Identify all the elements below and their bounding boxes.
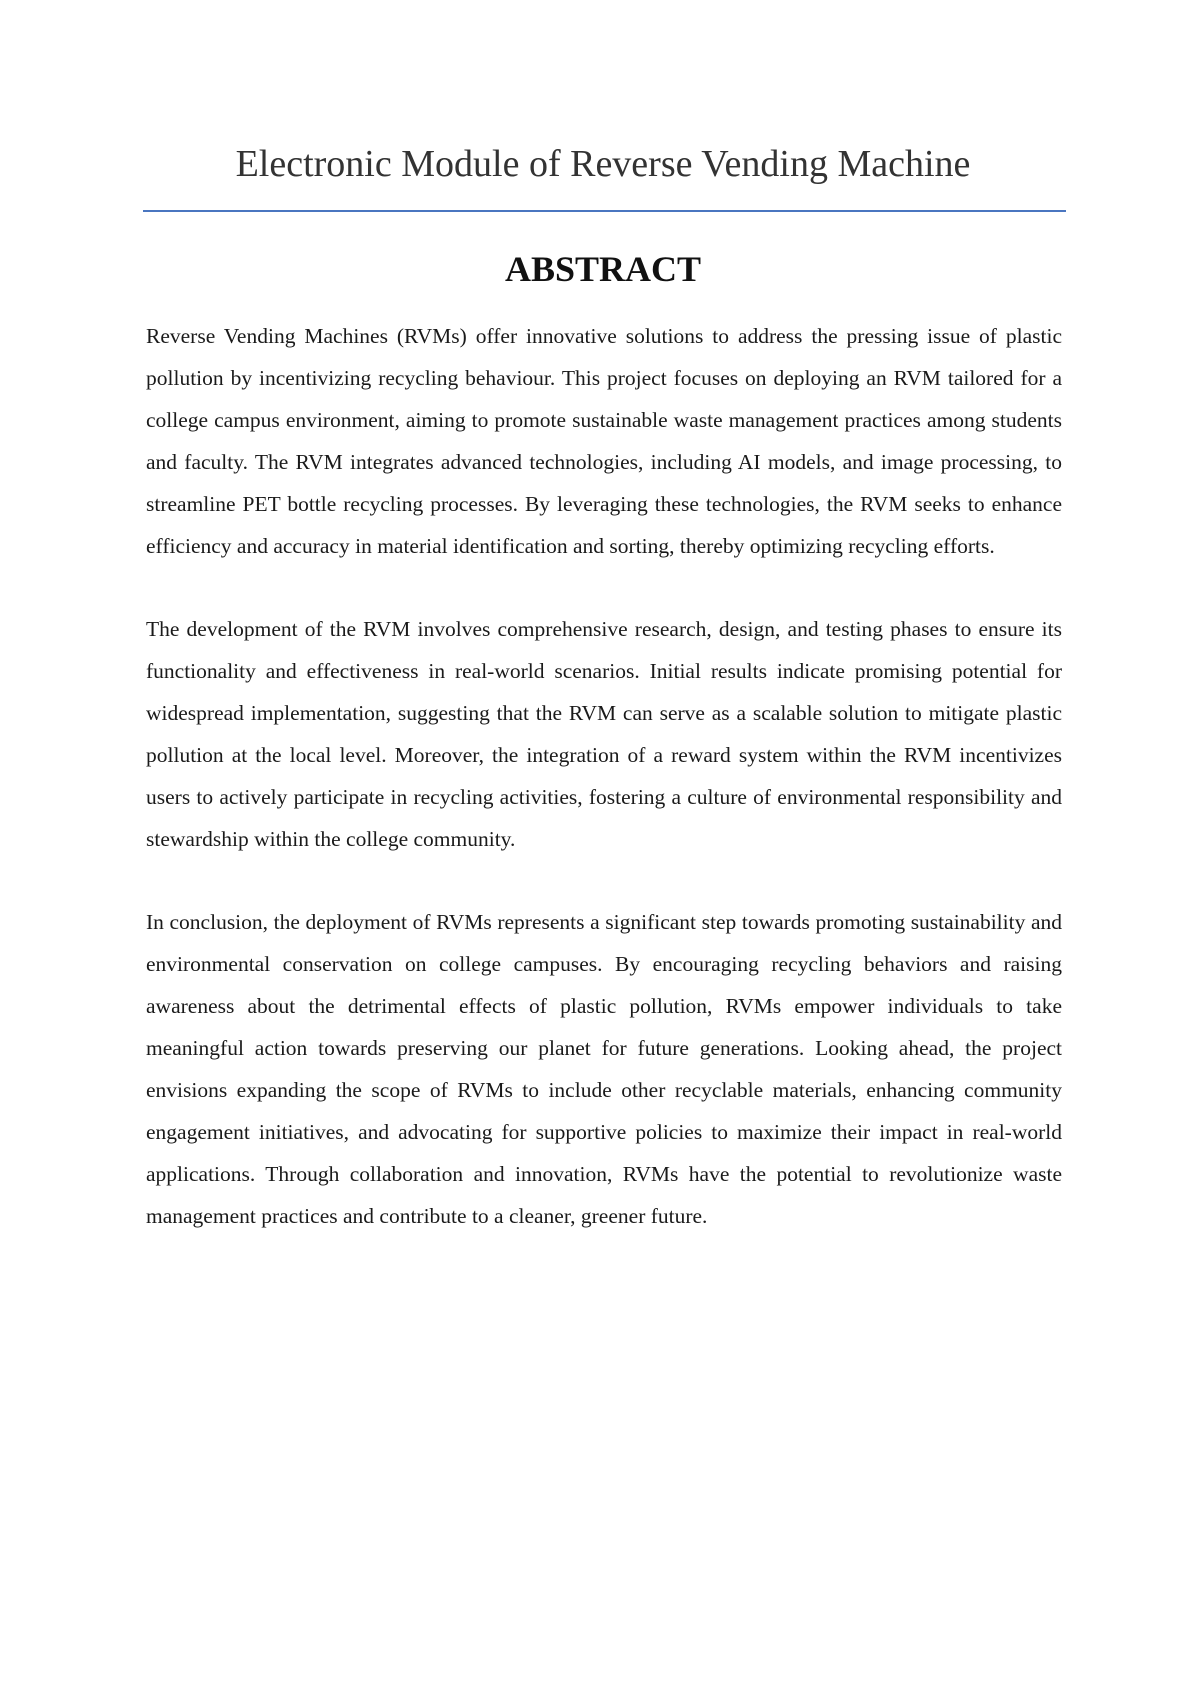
abstract-paragraph-2: The development of the RVM involves comprehensive research, design, and testing phases to ensure its functionality and effectiveness in real-world scenarios. Initial results indicate promising potential for widespread implementation, suggesting that the RVM can serve as a scalable solution to mitigate plastic pollution at the local level. Moreover, the integration of a reward system within the RVM incentivizes users to actively participate in recycling activities, fostering a culture of environmental responsibility and stewardship within the college community. bbox=[146, 617, 1062, 851]
header-divider bbox=[143, 210, 1066, 212]
abstract-body bbox=[146, 315, 1062, 1278]
document-header-title: Electronic Module of Reverse Vending Machine bbox=[235, 143, 971, 185]
abstract-paragraph-1: Reverse Vending Machines (RVMs) offer innovative solutions to address the pressing issue of plastic pollution by incentivizing recycling behaviour. This project focuses on deploying an RVM tailored for a college campus environment, aiming to promote sustainable waste management practices among students and faculty. The RVM integrates advanced technologies, including AI models, and image processing, to streamline PET bottle recycling processes. By leveraging these technologies, the RVM seeks to enhance efficiency and accuracy in material identification and sorting, thereby optimizing recycling efforts. bbox=[146, 324, 1062, 558]
abstract-heading: ABSTRACT bbox=[504, 249, 702, 289]
abstract-paragraph-3: In conclusion, the deployment of RVMs represents a significant step towards promoting sustainability and environmental conservation on college campuses. By encouraging recycling behaviors and raising awareness about the detrimental effects of plastic pollution, RVMs empower individuals to take meaningful action towards preserving our planet for future generations. Looking ahead, the project envisions expanding the scope of RVMs to include other recyclable materials, enhancing community engagement initiatives, and advocating for supportive policies to maximize their impact in real-world applications. Through collaboration and innovation, RVMs have the potential to revolutionize waste management practices and contribute to a cleaner, greener future. bbox=[146, 910, 1062, 1228]
